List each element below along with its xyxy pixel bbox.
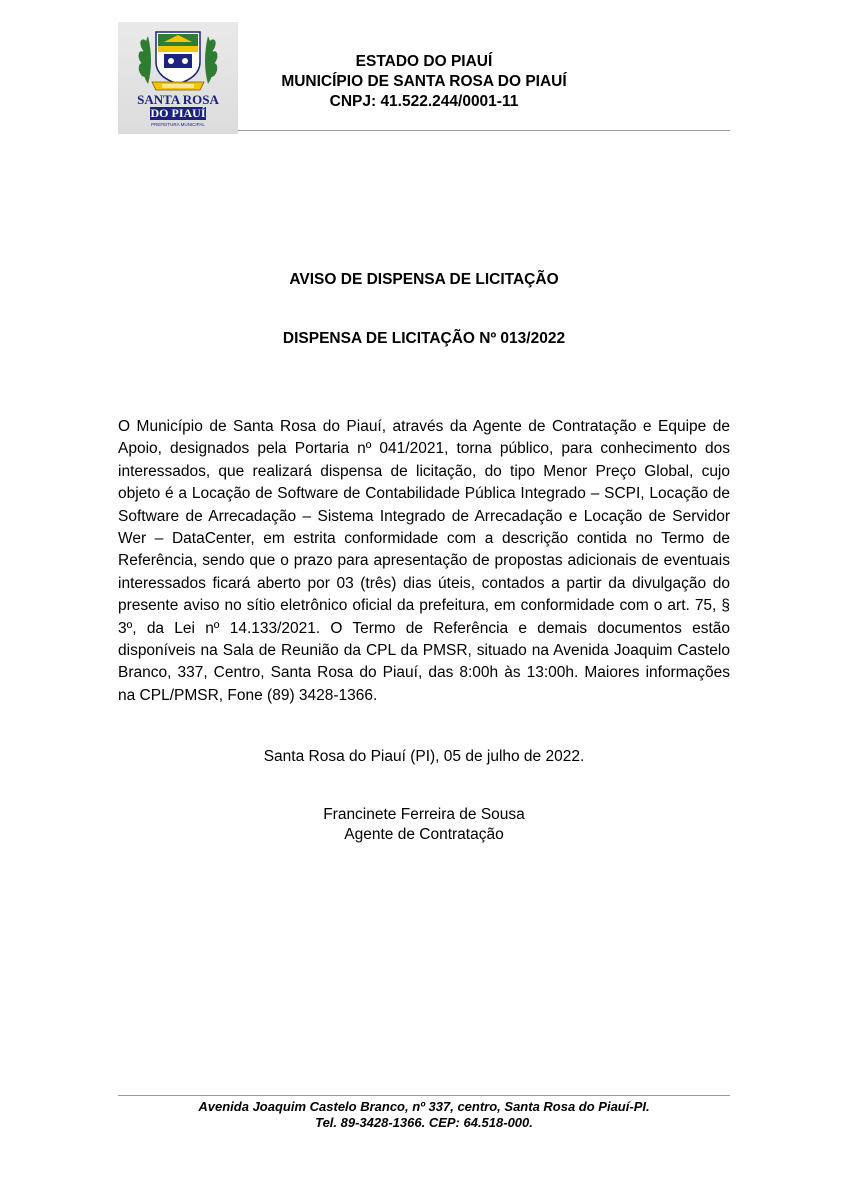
notice-body: O Município de Santa Rosa do Piauí, através da Agente de Contratação e Equipe de Apoio, designados pela Portaria nº 041/2021, torna público, para conhecimento dos interessados, que realizará dispensa de licitação, do tipo Menor Preço Global, cujo objeto é a Locação de Software de Contabilidade Pública Integrado – SCPI, Locação de Software de Arrecadação – Sistema Integrado de Arrecadação e Locação de Servidor Wer – DataCenter, em estrita conformidade com a descrição contida no Termo de Referência, sendo que o prazo para apresentação de propostas adicionais de eventuais interessados ficará aberto por 03 (três) dias úteis, contados a partir da divulgação do presente aviso no sítio eletrônico oficial da prefeitura, em conformidade com o art. 75, § 3º, da Lei nº 14.133/2021. O Termo de Referência e demais documentos estão disponíveis na Sala de Reunião da CPL da PMSR, situado na Avenida Joaquim Castelo Branco, 337, Centro, Santa Rosa do Piauí, das 8:00h às 13:00h. Maiores informações na CPL/PMSR, Fone (89) 3428-1366. <box>118 418 730 704</box>
svg-text:PREFEITURA MUNICIPAL: PREFEITURA MUNICIPAL <box>151 122 205 127</box>
document-header <box>238 52 610 112</box>
municipal-logo <box>118 22 238 134</box>
notice-title: AVISO DE DISPENSA DE LICITAÇÃO <box>289 271 559 288</box>
footer-contact: Tel. 89-3428-1366. CEP: 64.518-000. <box>315 1115 533 1130</box>
header-divider <box>238 130 730 131</box>
cnpj: CNPJ: 41.522.244/0001-11 <box>329 93 519 110</box>
dispensation-number: DISPENSA DE LICITAÇÃO Nº 013/2022 <box>282 330 566 347</box>
coat-of-arms-icon <box>118 22 238 134</box>
svg-text:DO PIAUÍ: DO PIAUÍ <box>150 106 206 120</box>
signer-role: Agente de Contratação <box>344 826 504 843</box>
svg-text:SANTA ROSA: SANTA ROSA <box>137 92 219 107</box>
state-name: ESTADO DO PIAUÍ <box>355 53 493 70</box>
footer <box>118 1099 730 1131</box>
municipality-name: MUNICÍPIO DE SANTA ROSA DO PIAUÍ <box>281 73 567 90</box>
signer-name: Francinete Ferreira de Sousa <box>323 806 525 823</box>
footer-divider <box>118 1095 730 1096</box>
place-and-date: Santa Rosa do Piauí (PI), 05 de julho de 2022. <box>263 748 585 765</box>
footer-address: Avenida Joaquim Castelo Branco, nº 337, centro, Santa Rosa do Piauí-PI. <box>198 1099 650 1114</box>
signature-block <box>118 805 730 845</box>
